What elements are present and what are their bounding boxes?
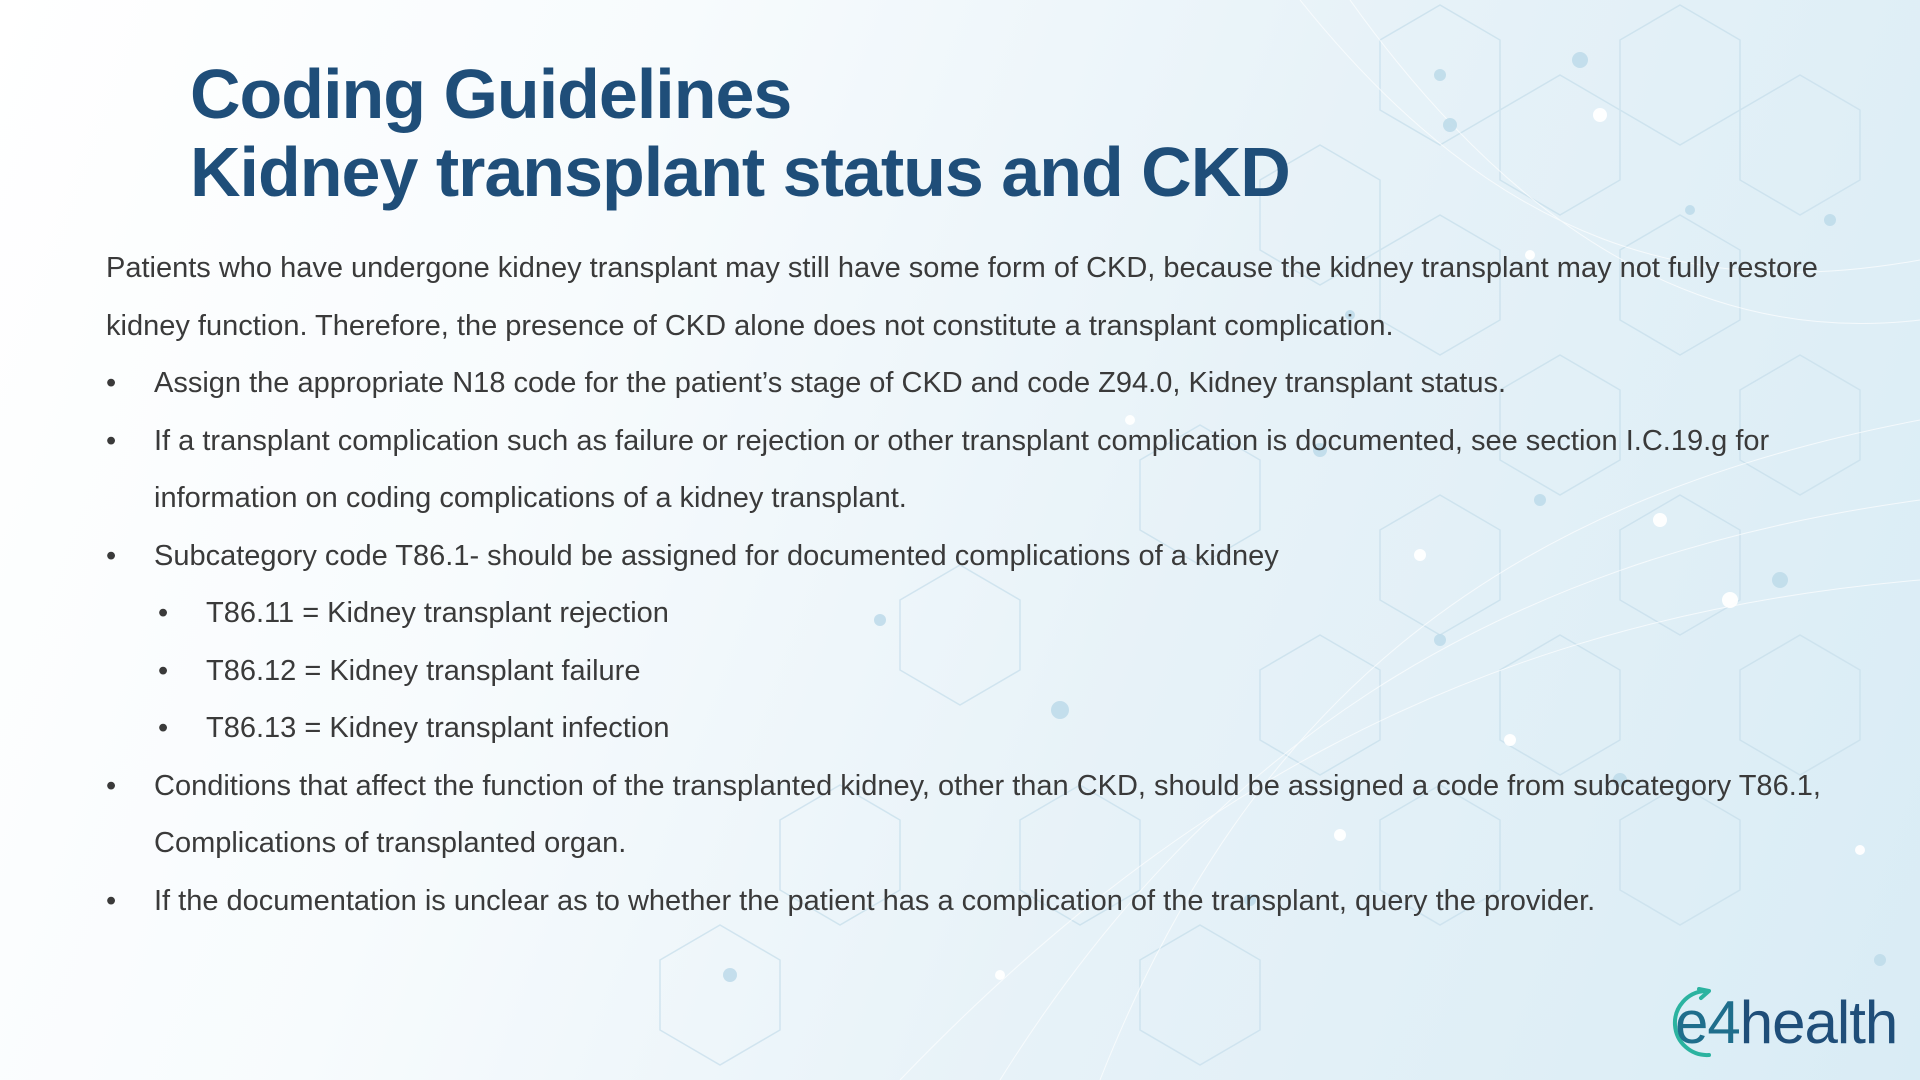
sub-bullet-item: • T86.13 = Kidney transplant infection bbox=[106, 700, 1846, 758]
bullet-item: • If the documentation is unclear as to whether the patient has a complication of the transplant, query the provider. bbox=[106, 873, 1846, 931]
bullet-item: • If a transplant complication such as failure or rejection or other transplant complication is documented, see section I.C.19.g for information on coding complications of a kidney transplant. bbox=[106, 413, 1846, 528]
logo-part-4: 4 bbox=[1707, 989, 1740, 1056]
title-line-1: Coding Guidelines bbox=[190, 55, 792, 133]
intro-paragraph: Patients who have undergone kidney transplant may still have some form of CKD, because the kidney transplant may not fully restore kidney function. Therefore, the presence of CKD alone does not constitute a transplant complication. bbox=[106, 252, 1818, 342]
bullet-item: • Conditions that affect the function of the transplanted kidney, other than CKD, should be assigned a code from subcategory T86.1, Complications of transplanted organ. bbox=[106, 758, 1846, 873]
bullet-item: • Assign the appropriate N18 code for the patient’s stage of CKD and code Z94.0, Kidney transplant status. bbox=[106, 355, 1846, 413]
logo-part-health: health bbox=[1739, 989, 1898, 1056]
title-line-2: Kidney transplant status and CKD bbox=[190, 133, 1290, 211]
slide-body bbox=[106, 240, 1846, 930]
e4health-logo bbox=[1665, 985, 1900, 1065]
slide-title bbox=[190, 55, 1290, 211]
logo-wordmark bbox=[1675, 991, 1897, 1055]
sub-bullet-item: • T86.11 = Kidney transplant rejection bbox=[106, 585, 1846, 643]
sub-bullet-item: • T86.12 = Kidney transplant failure bbox=[106, 643, 1846, 701]
logo-part-e: e bbox=[1675, 989, 1708, 1056]
bullet-item: • Subcategory code T86.1- should be assigned for documented complications of a kidney bbox=[106, 528, 1846, 586]
